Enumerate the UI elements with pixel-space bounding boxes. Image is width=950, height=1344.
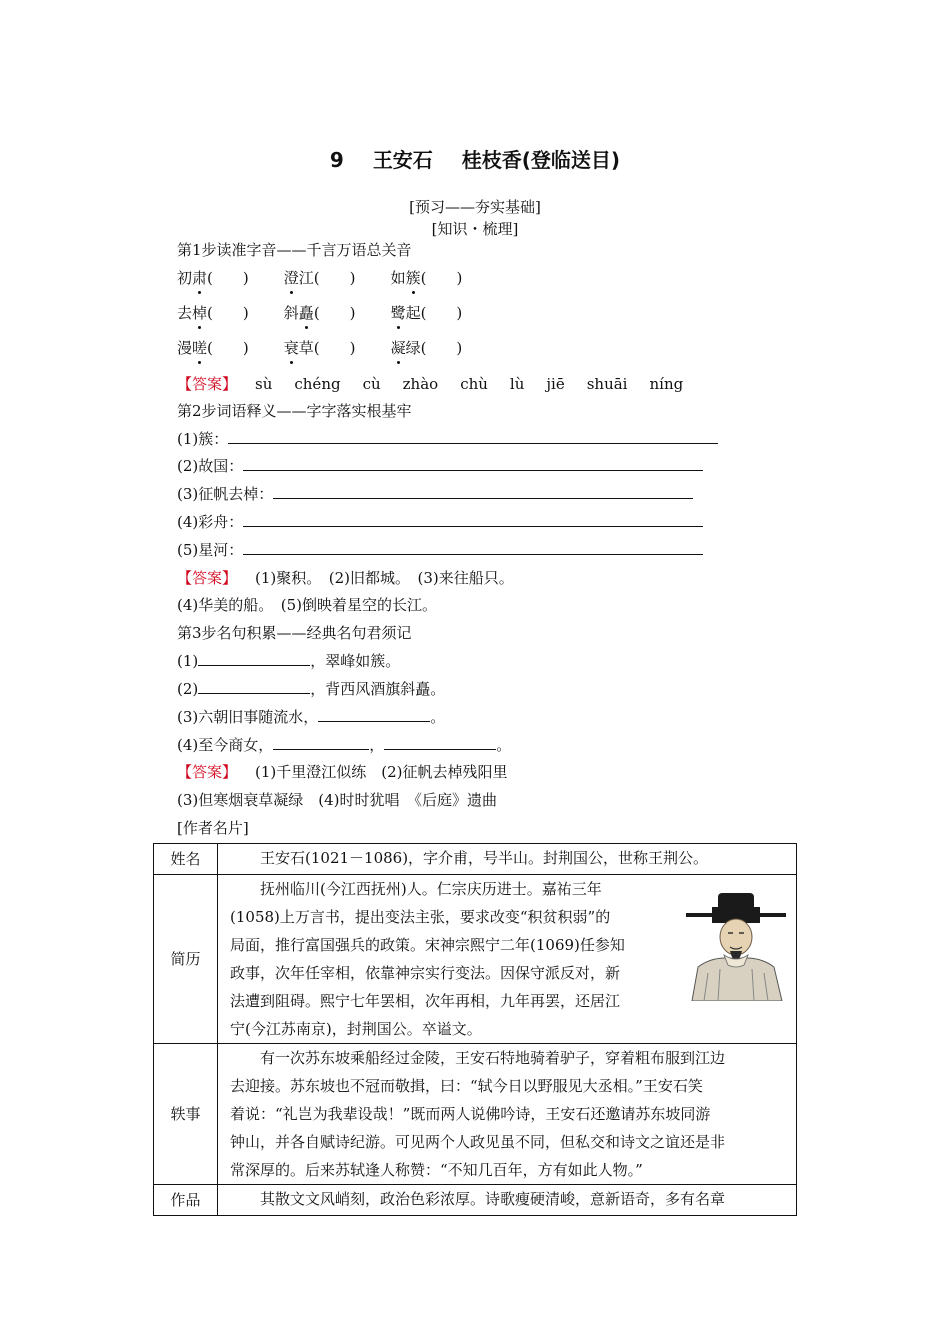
answer-label: 【答案】 — [177, 569, 238, 587]
definition-item: (4)彩舟： — [177, 512, 703, 532]
lesson-title — [0, 144, 950, 173]
lesson-author: 王安石 — [372, 148, 433, 172]
answer-blank[interactable] — [384, 735, 496, 750]
answer-blank[interactable] — [318, 707, 430, 722]
definition-item: (1)簇： — [177, 429, 718, 449]
lesson-number: 9 — [329, 148, 344, 172]
pinyin-answer: zhào — [402, 375, 439, 393]
pinyin-answer: chéng — [294, 375, 341, 393]
table-row — [154, 875, 797, 1044]
quote-item: (4)至今商女， ， 。 — [177, 736, 512, 754]
row-content: 抚州临川(今江西抚州)人。仁宗庆历进士。嘉祐三年 (1058)上万言书，提出变法主张，要求改变“积贫积弱”的 局面，推行富国强兵的政策。宋神宗熙宁二年(1069)任参知 政事，次年任宰相，依靠神宗实行变法。因保守派反对，新 法遭到阻碍。熙宁七年罢相，次年再相，九年再罢，还居江 宁(今江苏南京)，封荆国公。卒谥文。 — [218, 875, 797, 1044]
answer-blank[interactable] — [198, 679, 310, 694]
author-card-table — [153, 843, 797, 1216]
pronunciation-row — [177, 303, 493, 323]
step2-heading: 第2步词语释义——字字落实根基牢 — [177, 402, 412, 420]
row-content: 王安石(1021－1086)，字介甫，号半山。封荆国公，世称王荆公。 — [218, 844, 797, 875]
author-portrait-image — [684, 889, 788, 1001]
pinyin-answer: lù — [509, 375, 525, 393]
author-card-heading: [作者名片] — [177, 819, 249, 837]
row-label: 姓名 — [154, 844, 218, 875]
step3-answer: 【答案】 (1)千里澄江似练 (2)征帆去棹残阳里 — [177, 763, 508, 781]
preview-header: [预习——夯实基础] — [409, 198, 541, 216]
pronunciation-item: 初肃( ) — [177, 269, 249, 287]
answer-label: 【答案】 — [177, 763, 238, 781]
answer-blank[interactable] — [273, 735, 369, 750]
pinyin-answer: cù — [362, 375, 381, 393]
answer-blank[interactable] — [243, 456, 703, 471]
pronunciation-item: 衰草( ) — [283, 339, 356, 357]
step2-answer-cont: (4)华美的船。 (5)倒映着星空的长江。 — [177, 596, 437, 614]
pinyin-answer: sù — [255, 375, 273, 393]
step1-answer — [177, 374, 705, 394]
table-row — [154, 1185, 797, 1216]
answer-blank[interactable] — [198, 651, 310, 666]
row-label: 简历 — [154, 875, 218, 1044]
pronunciation-item: 澄江( ) — [283, 269, 356, 287]
step2-answer: 【答案】 (1)聚积。 (2)旧都城。 (3)来往船只。 — [177, 569, 514, 587]
quote-item: (1) ，翠峰如簇。 — [177, 652, 401, 670]
pronunciation-row — [177, 268, 493, 288]
pronunciation-item: 漫嗟( ) — [177, 339, 249, 357]
answer-blank[interactable] — [228, 429, 718, 444]
definition-item: (5)星河： — [177, 540, 703, 560]
pinyin-answer: chù — [460, 375, 488, 393]
quote-item: (2) ，背西风酒旗斜矗。 — [177, 680, 446, 698]
definition-item: (2)故国： — [177, 456, 703, 476]
pronunciation-item: 去棹( ) — [177, 304, 249, 322]
answer-label: 【答案】 — [177, 375, 238, 393]
row-label: 轶事 — [154, 1044, 218, 1185]
step3-heading: 第3步名句积累——经典名句君须记 — [177, 624, 412, 642]
table-row — [154, 844, 797, 875]
quote-item: (3)六朝旧事随流水， 。 — [177, 708, 446, 726]
pronunciation-item: 如簇( ) — [390, 269, 463, 287]
step3-answer-cont: (3)但寒烟衰草凝绿 (4)时时犹唱 《后庭》遗曲 — [177, 791, 497, 809]
answer-blank[interactable] — [243, 512, 703, 527]
knowledge-header: [知识・梳理] — [431, 220, 519, 238]
step1-heading: 第1步读准字音——千言万语总关音 — [177, 241, 412, 259]
pronunciation-item: 凝绿( ) — [390, 339, 463, 357]
pinyin-answer: shuāi — [586, 375, 628, 393]
answer-blank[interactable] — [273, 484, 693, 499]
pronunciation-item: 鹭起( ) — [390, 304, 463, 322]
pinyin-answer: níng — [649, 375, 684, 393]
table-row — [154, 1044, 797, 1185]
row-label: 作品 — [154, 1185, 218, 1216]
answer-blank[interactable] — [243, 540, 703, 555]
pinyin-answer: jiē — [546, 375, 565, 393]
pronunciation-item: 斜矗( ) — [283, 304, 356, 322]
row-content: 其散文文风峭刻，政治色彩浓厚。诗歌瘦硬清峻，意新语奇，多有名章 — [218, 1185, 797, 1216]
pronunciation-row — [177, 338, 493, 358]
definition-item: (3)征帆去棹： — [177, 484, 693, 504]
row-content: 有一次苏东坡乘船经过金陵，王安石特地骑着驴子，穿着粗布服到江边 去迎接。苏东坡也不冠而敬揖，曰：“轼今日以野服见大丞相。”王安石笑 着说：“礼岂为我辈设哉！”既而两人说佛吟诗，王安石还邀请苏东坡同游 钟山，并各自赋诗纪游。可见两个人政见虽不同，但私交和诗文之谊还是非 常深厚的。后来苏轼逢人称赞：“不知几百年，方有如此人物。” — [218, 1044, 797, 1185]
lesson-poem: 桂枝香(登临送目) — [461, 148, 621, 172]
